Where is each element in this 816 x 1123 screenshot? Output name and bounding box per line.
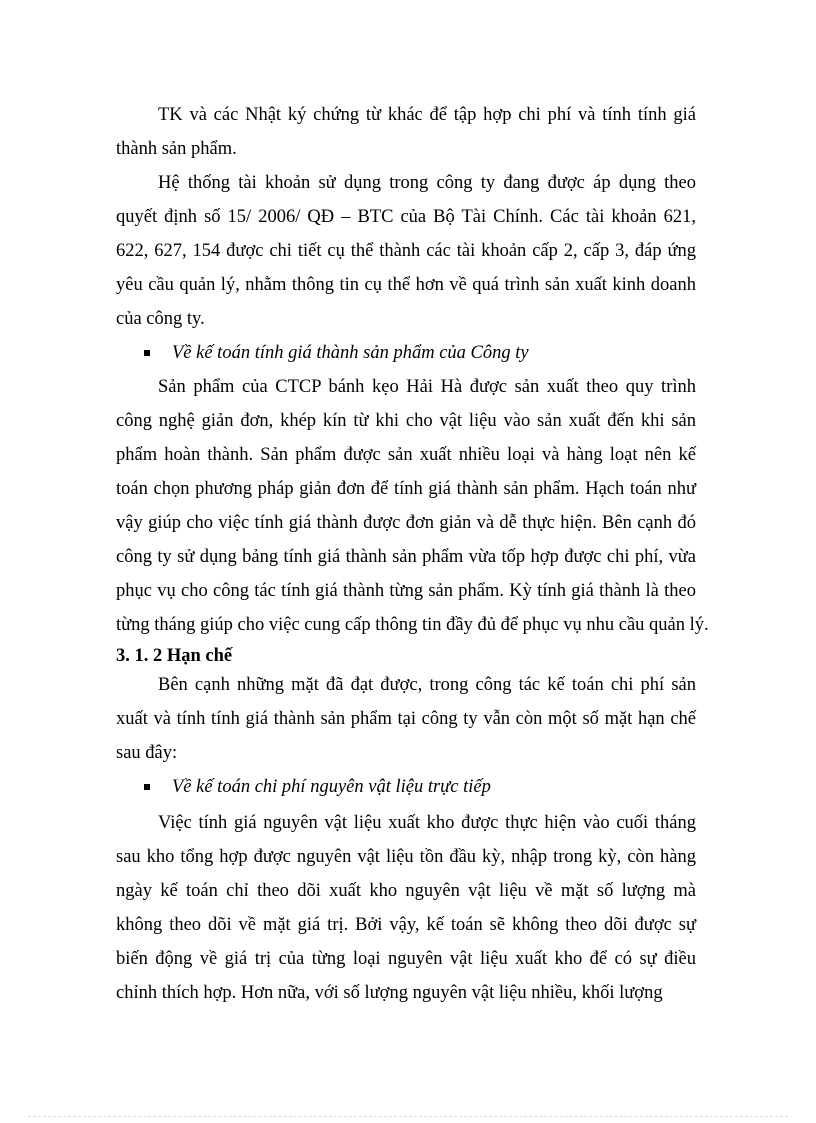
paragraph-line: TK và các Nhật ký chứng từ khác để tập hợp chi phí và tính tính giá	[158, 105, 696, 125]
paragraph-line: Sản phẩm của CTCP bánh kẹo Hải Hà được sản xuất theo quy trình	[158, 377, 696, 397]
square-bullet-icon	[144, 350, 150, 356]
bullet-heading: Về kế toán chi phí nguyên vật liệu trực tiếp	[172, 777, 491, 797]
paragraph-line: từng tháng giúp cho việc cung cấp thông tin đầy đủ để phục vụ nhu cầu quản lý.	[116, 615, 709, 635]
paragraph-line: phẩm hoàn thành. Sản phẩm được sản xuất nhiều loại và hàng loạt nên kế	[116, 445, 696, 465]
paragraph-line: công ty sử dụng bảng tính giá thành sản phẩm vừa tốp hợp được chi phí, vừa	[116, 547, 696, 567]
paragraph-line: công nghệ giản đơn, khép kín từ khi cho vật liệu vào sản xuất đến khi sản	[116, 411, 696, 431]
paragraph-line: 622, 627, 154 được chi tiết cụ thể thành các tài khoản cấp 2, cấp 3, đáp ứng	[116, 241, 696, 261]
paragraph-line: Việc tính giá nguyên vật liệu xuất kho được thực hiện vào cuối tháng	[158, 813, 696, 833]
paragraph-line: xuất và tính tính giá thành sản phẩm tại công ty vẫn còn một số mặt hạn chế	[116, 709, 696, 729]
paragraph-line: vậy giúp cho việc tính giá thành được đơn giản và dễ thực hiện. Bên cạnh đó	[116, 513, 696, 533]
paragraph-line: sau kho tổng hợp được nguyên vật liệu tồn đầu kỳ, nhập trong kỳ, còn hàng	[116, 847, 696, 867]
bullet-item	[140, 336, 696, 370]
page-bottom-rule	[28, 1116, 788, 1117]
paragraph-line: toán chọn phương pháp giản đơn để tính giá thành sản phẩm. Hạch toán như	[116, 479, 696, 499]
paragraph-line: không theo dõi về mặt giá trị. Bởi vậy, kế toán sẽ không theo dõi được sự	[116, 915, 696, 935]
section-heading: 3. 1. 2 Hạn chế	[116, 646, 233, 666]
paragraph-line: quyết định số 15/ 2006/ QĐ – BTC của Bộ Tài Chính. Các tài khoản 621,	[116, 207, 696, 227]
paragraph-line: biến động về giá trị của từng loại nguyên vật liệu xuất kho để có sự điều	[116, 949, 696, 969]
paragraph-line: sau đây:	[116, 743, 178, 763]
paragraph-line: chỉnh thích hợp. Hơn nữa, với số lượng nguyên vật liệu nhiều, khối lượng	[116, 983, 663, 1003]
paragraph-line: ngày kế toán chỉ theo dõi xuất kho nguyên vật liệu về mặt số lượng mà	[116, 881, 696, 901]
square-bullet-icon	[144, 784, 150, 790]
paragraph-line: yêu cầu quản lý, nhằm thông tin cụ thể hơn về quá trình sản xuất kinh doanh	[116, 275, 696, 295]
bullet-heading: Về kế toán tính giá thành sản phẩm của Công ty	[172, 343, 529, 363]
paragraph-line: phục vụ cho công tác tính giá thành từng sản phẩm. Kỳ tính giá thành là theo	[116, 581, 696, 601]
paragraph-line: của công ty.	[116, 309, 205, 329]
bullet-item	[140, 770, 696, 804]
paragraph-line: Bên cạnh những mặt đã đạt được, trong công tác kế toán chi phí sản	[158, 675, 696, 695]
paragraph-line: Hệ thống tài khoản sử dụng trong công ty đang được áp dụng theo	[158, 173, 696, 193]
paragraph-line: thành sản phẩm.	[116, 139, 237, 159]
